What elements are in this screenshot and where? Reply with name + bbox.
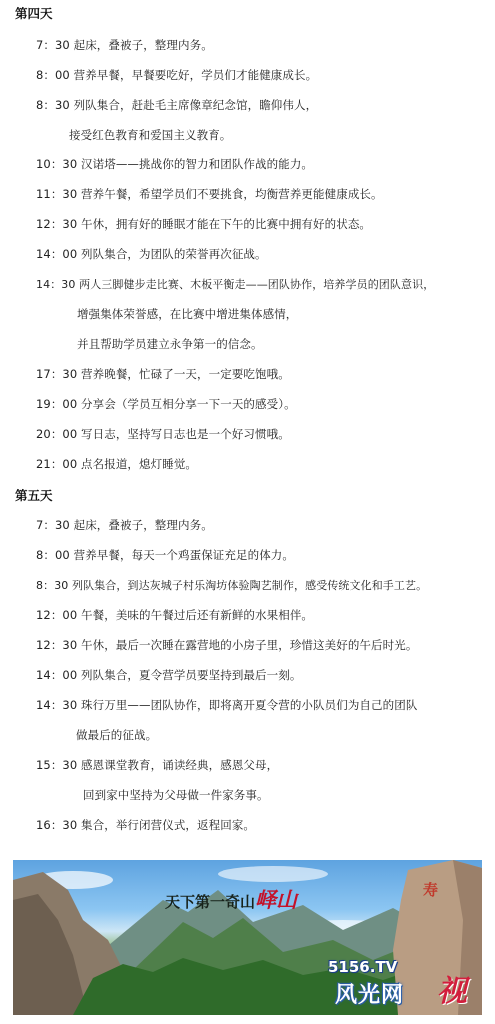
day4-line-5: 10：30 汉诺塔——挑战你的智力和团队作战的能力。 bbox=[36, 157, 314, 171]
day4-line-12: 17：30 营养晚餐，忙碌了一天，一定要吃饱哦。 bbox=[36, 367, 290, 381]
day5-line-6: 14：00 列队集合，夏令营学员要坚持到最后一刻。 bbox=[36, 668, 302, 682]
day4-line-1: 7：30 起床，叠被子，整理内务。 bbox=[36, 38, 213, 52]
day4-line-13: 19：00 分享会（学员互相分享一下一天的感受）。 bbox=[36, 397, 296, 411]
day4-line-9: 14：30 两人三脚健步走比赛、木板平衡走——团队协作，培养学员的团队意识， bbox=[36, 278, 435, 291]
day5-line-9: 15：30 感恩课堂教育，诵读经典，感恩父母， bbox=[36, 758, 279, 772]
site-logo-mark: 视 bbox=[437, 974, 467, 1009]
day5-line-4: 12：00 午餐，美味的午餐过后还有新鲜的水果相伴。 bbox=[36, 608, 314, 622]
day4-line-6: 11：30 营养午餐，希望学员们不要挑食，均衡营养更能健康成长。 bbox=[36, 187, 383, 201]
day4-line-15: 21：00 点名报道，熄灯睡觉。 bbox=[36, 457, 198, 471]
day5-line-2: 8：00 营养早餐，每天一个鸡蛋保证充足的体力。 bbox=[36, 548, 295, 562]
day5-line-8: 做最后的征战。 bbox=[76, 728, 158, 742]
cloud-2 bbox=[218, 866, 328, 882]
day4-line-14: 20：00 写日志，坚持写日志也是一个好习惯哦。 bbox=[36, 427, 290, 441]
day4-title: 第四天 bbox=[15, 6, 53, 21]
day4-line-10: 增强集体荣誉感，在比赛中增进集体感情， bbox=[77, 307, 298, 321]
day5-line-7: 14：30 珠行万里——团队协作，即将离开夏令营的小队员们为自己的团队 bbox=[36, 698, 418, 712]
site-url-watermark: 5156.TV bbox=[328, 958, 398, 976]
day4-line-3: 8：30 列队集合，赶赴毛主席像章纪念馆，瞻仰伟人， bbox=[36, 98, 318, 112]
day5-line-10: 回到家中坚持为父母做一件家务事。 bbox=[83, 788, 269, 802]
mountain-banner bbox=[13, 860, 482, 1015]
day5-line-1: 7：30 起床，叠被子，整理内务。 bbox=[36, 518, 213, 532]
site-name-watermark: 风光网 bbox=[335, 983, 405, 1008]
rock-inscription: 寿 bbox=[423, 881, 439, 899]
day5-line-11: 16：30 集合，举行闭营仪式，返程回家。 bbox=[36, 818, 256, 832]
slogan-mountain: 峄山 bbox=[255, 887, 298, 912]
day4-line-11: 并且帮助学员建立永争第一的信念。 bbox=[77, 337, 263, 351]
day5-line-5: 12：30 午休，最后一次睡在露营地的小房子里，珍惜这美好的午后时光。 bbox=[36, 638, 418, 652]
slogan-prefix: 天下第一奇山 bbox=[165, 893, 256, 911]
day4-line-8: 14：00 列队集合，为团队的荣誉再次征战。 bbox=[36, 247, 267, 261]
day5-title: 第五天 bbox=[15, 488, 53, 503]
day4-line-7: 12：30 午休，拥有好的睡眠才能在下午的比赛中拥有好的状态。 bbox=[36, 217, 372, 231]
day4-line-4: 接受红色教育和爱国主义教育。 bbox=[69, 128, 232, 142]
banner-slogan bbox=[165, 884, 297, 914]
day4-line-2: 8：00 营养早餐，早餐要吃好，学员们才能健康成长。 bbox=[36, 68, 318, 82]
day5-line-3: 8：30 列队集合，到达灰城子村乐淘坊体验陶艺制作，感受传统文化和手工艺。 bbox=[36, 579, 428, 592]
